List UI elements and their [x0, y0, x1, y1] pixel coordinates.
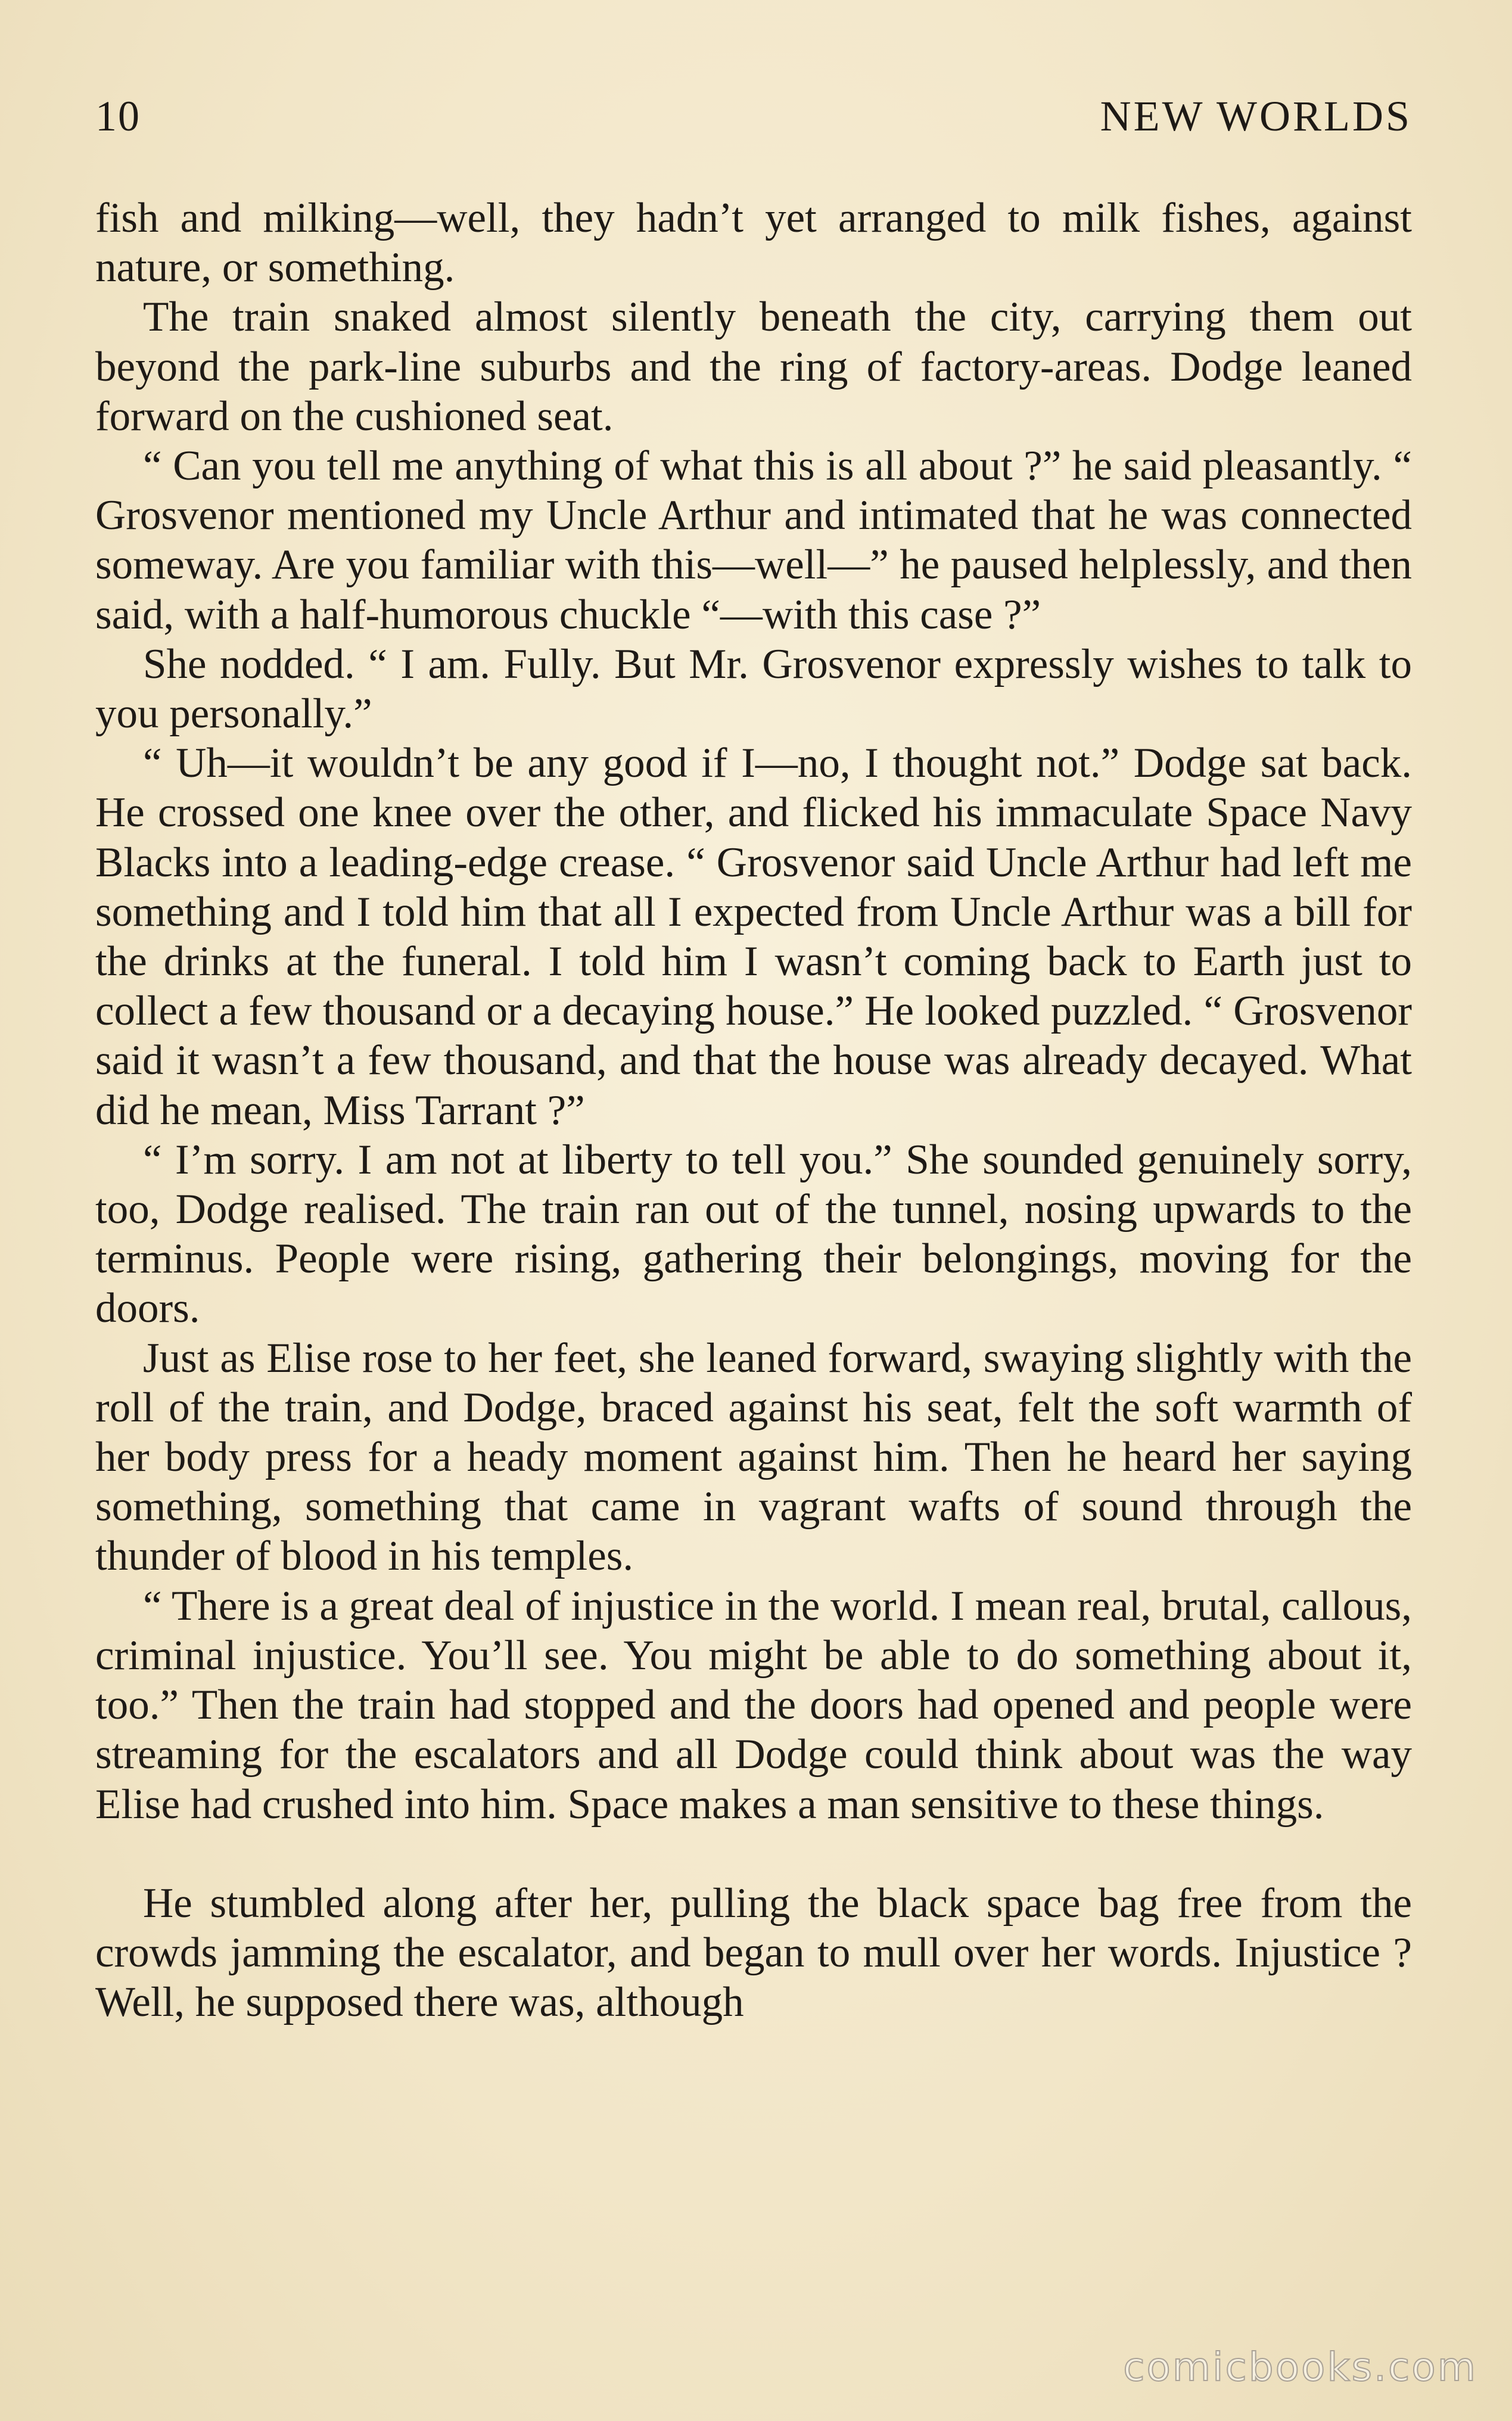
paragraph: She nodded. “ I am. Fully. But Mr. Grosvenor expressly wishes to talk to you personally.” — [95, 640, 1412, 737]
paragraph: “ Uh—it wouldn’t be any good if I—no, I thought not.” Dodge sat back. He crossed one knee over the other, and flicked his immaculate Space Navy Blacks into a leading-edge crease. “ Grosvenor said Uncle Arthur had left me something and I told him that all I expected from Uncle Arthur was a bill for the drinks at the funeral. I told him I wasn’t coming back to Earth just to collect a few thousand or a decaying house.” He looked puzzled. “ Grosvenor said it wasn’t a few thousand, and that the house was already decayed. What did he mean, Miss Tarrant ?” — [95, 740, 1412, 1134]
paragraph: Just as Elise rose to her feet, she leaned forward, swaying slightly with the roll of the train, and Dodge, braced against his seat, felt the soft warmth of her body press for a heady moment against him. Then he heard her saying something, something that came in vagrant wafts of sound through the thunder of blood in his temples. — [95, 1334, 1412, 1580]
magazine-title: NEW WORLDS — [1100, 92, 1412, 140]
section-break — [95, 1829, 1412, 1879]
running-head — [95, 89, 1412, 143]
paragraph: “ There is a great deal of injustice in the world. I mean real, brutal, callous, criminal injustice. You’ll see. You might be able to do something about it, too.” Then the train had stopped and the doors had opened and people were streaming for the escalators and all Dodge could think about was the way Elise had crushed into him. Space makes a man sensitive to these things. — [95, 1582, 1412, 1828]
paragraph: “ I’m sorry. I am not at liberty to tell you.” She sounded genuinely sorry, too, Dodge realised. The train ran out of the tunnel, nosing upwards to the terminus. People were rising, gathering their belongings, moving for the doors. — [95, 1136, 1412, 1332]
paragraph: “ Can you tell me anything of what this is all about ?” he said pleasantly. “ Grosvenor mentioned my Uncle Arthur and intimated that he was connected someway. Are you familiar with this—well—” he paused helplessly, and then said, with a half-humorous chuckle “—with this case ?” — [95, 443, 1412, 638]
paragraph: fish and milking—well, they hadn’t yet arranged to milk fishes, against nature, or something. — [95, 195, 1412, 291]
paragraph: He stumbled along after her, pulling the black space bag free from the crowds jamming the escalator, and began to mull over her words. Injustice ? Well, he supposed there was, although — [95, 1879, 1412, 2026]
body-text — [95, 194, 1412, 2027]
watermark: comicbooks.com — [1123, 2344, 1477, 2390]
page-number: 10 — [95, 92, 141, 140]
paragraph: The train snaked almost silently beneath the city, carrying them out beyond the park-line suburbs and the ring of factory-areas. Dodge leaned forward on the cushioned seat. — [95, 294, 1412, 440]
